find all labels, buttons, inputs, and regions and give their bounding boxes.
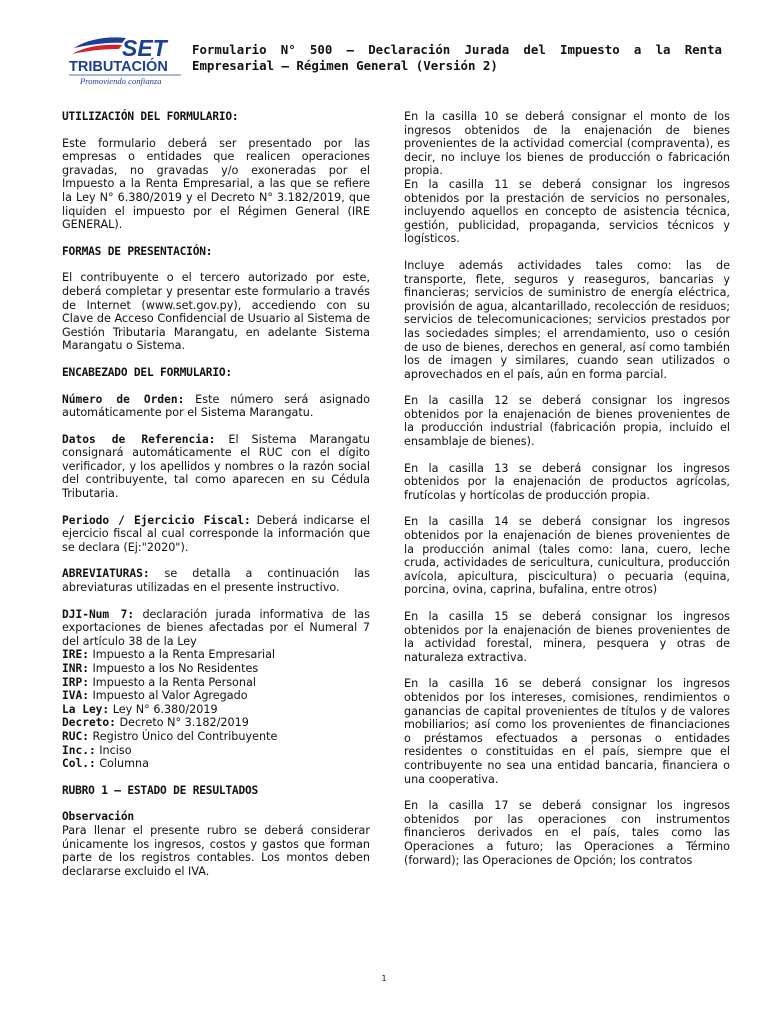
heading-formas: FORMAS DE PRESENTACIÓN: [62,244,213,258]
abbreviation-text: Impuesto a la Renta Personal [88,675,256,689]
abbreviation-text: Impuesto a la Renta Empresarial [88,648,276,662]
periodo-text: Deberá indicarse el ejercicio fiscal al cual corresponde la información que se declara (Ej:"2020"). [62,513,370,554]
logo-swoosh-icon [72,37,126,54]
abbreviation-term: IVA: [62,689,89,703]
heading-observacion: Observación [62,810,134,824]
datos-referencia-term: Datos de Referencia: [62,432,216,446]
abbreviation-text: Inciso [95,743,132,757]
logo-tributacion-text: TRIBUTACIÓN [69,59,168,75]
paragraph-observacion: Para llenar el presente rubro se deberá considerar únicamente los ingresos, costos y gastos que forman parte de los registros contables. Los montos deben declararse excluido el IVA. [62,823,370,878]
abreviaturas-item [62,567,370,594]
periodo-item [62,514,370,555]
dji-text: declaración jurada informativa de las exportaciones de bienes afectadas por el Numeral 7 del artículo 38 de la Ley [62,607,370,648]
abbreviation-term: La Ley: [62,702,110,716]
heading-utilizacion: UTILIZACIÓN DEL FORMULARIO: [62,110,239,123]
abbreviation-item [62,648,370,662]
dji-item [62,608,370,649]
abbreviation-text: Impuesto al Valor Agregado [88,689,248,703]
numero-orden-text: Este número será asignado automáticamente por el Sistema Marangatu. [62,392,370,420]
set-tributacion-logo [66,34,184,92]
dji-term: DJI-Num 7: [62,607,135,621]
abbreviation-term: IRP: [62,675,89,689]
page-number: 1 [381,974,387,983]
paragraph-casilla-13: En la casilla 13 se deberá consignar los ingresos obtenidos por la enajenación de productos agrícolas, frutícolas y hortícolas de producción propia. [404,461,730,502]
abbreviation-item [62,757,370,771]
abbreviation-item [62,689,370,703]
paragraph-utilizacion: Este formulario deberá ser presentado por las empresas o entidades que realicen operaciones gravadas, no gravadas y/o exoneradas por el Impuesto a la Renta Empresarial, a las que se refiere la Ley N° 6.380/2019 y el Decreto N° 3.182/2019, que liquiden el impuesto por el Régimen General (IRE GENERAL). [62,136,370,232]
abbreviation-text: Registro Único del Contribuyente [88,729,278,743]
abbreviation-term: RUC: [62,729,89,743]
abbreviation-item [62,662,370,676]
abbreviation-text: Impuesto a los No Residentes [88,662,259,675]
paragraph-casilla-11: En la casilla 11 se deberá consignar los ingresos obtenidos por la prestación de servicios no personales, incluyendo aquellos en concepto de asistencia técnica, gestión, publicidad, propaganda, servicios técnicos y logísticos. [404,177,730,246]
abbreviation-term: IRE: [62,648,89,662]
numero-orden-item [62,393,370,420]
abbreviation-term: Decreto: [62,716,116,730]
abreviaturas-text: se detalla a continuación las abreviaturas utilizadas en el presente instructivo. [62,567,370,595]
abbreviation-text: Decreto N° 3.182/2019 [115,716,249,730]
paragraph-incluye: Incluye además actividades tales como: las de transporte, flete, seguros y reaseguros, bancarias y financieras; servicios de suministro de energía eléctrica, provisión de agua, alcantarillado, recolección de residuos; servicios de telecomunicaciones; servicios prestados por las sociedades simples; el arrendamiento, uso o cesión de uso de bienes, derechos en general, así como también los de imagen y similares, cuando sean utilizados o aprovechados en el país, aún en forma parcial. [404,258,730,381]
paragraph-casilla-14: En la casilla 14 se deberá consignar los ingresos obtenidos por la enajenación de bienes provenientes de la producción animal (tales como: lana, cuero, leche cruda, actividades de sericultura, cunicultura, producción avícola, apicultura, piscicultura) o pecuaria (equina, porcina, ovina, caprina, bufalina, entre otros) [404,515,730,597]
paragraph-formas: El contribuyente o el tercero autorizado por este, deberá completar y presentar este formulario a través de Internet (www.set.gov.py), accediendo con su Clave de Acceso Confidencial de Usuario al Sistema de Gestión Tributaria Marangatu, en adelante Sistema Marangatu o Sistema. [62,271,370,353]
abbreviation-item [62,730,370,744]
right-column [404,110,730,867]
abbreviation-term: INR: [62,662,89,675]
numero-orden-term: Número de Orden: [62,392,185,406]
paragraph-casilla-17: En la casilla 17 se deberá consignar los ingresos obtenidos por las operaciones con instrumentos financieros derivados en el país, tales como las Operaciones a futuro; las Operaciones a Término (forward); las Operaciones de Opción; los contratos [404,799,730,867]
abbreviation-item [62,744,370,758]
abbreviation-item [62,703,370,717]
abbreviation-term: Col.: [62,757,96,771]
datos-referencia-item [62,433,370,501]
abbreviation-item [62,676,370,690]
abbreviation-item [62,716,370,730]
abreviaturas-term: ABREVIATURAS: [62,567,150,581]
paragraph-casilla-15: En la casilla 15 se deberá consignar los ingresos obtenidos por la enajenación de bienes provenientes de la actividad forestal, minera, pesquera y otras de naturaleza extractiva. [404,610,730,664]
logo-tagline: Promoviendo confianza [80,76,162,86]
abbreviation-list [62,648,370,770]
heading-rubro-1: RUBRO 1 – ESTADO DE RESULTADOS [62,783,259,797]
heading-encabezado: ENCABEZADO DEL FORMULARIO: [62,365,232,379]
logo-set-text: SET [122,35,167,61]
abbreviation-text: Columna [95,757,149,771]
paragraph-casilla-16: En la casilla 16 se deberá consignar los ingresos obtenidos por los intereses, comisiones, rendimientos o ganancias de capital provenientes de títulos y de valores mobiliarios; así como los provenientes de financiaciones o préstamos efectuados a personas o entidades residentes o constituidas en el país, siempre que el contribuyente no sea una entidad bancaria, financiera o una cooperativa. [404,677,730,786]
paragraph-casilla-10: En la casilla 10 se deberá consignar el monto de los ingresos obtenidos de la enajenación de bienes provenientes de la actividad comercial (compraventa), es decir, no incluye los bienes de producción o fabricación propia. [404,110,730,178]
abbreviation-text: Ley N° 6.380/2019 [109,702,218,716]
datos-referencia-text: El Sistema Marangatu consignará automáticamente el RUC con el dígito verificador, y los apellidos y nombres o la razón social del contribuyente, tal como aparecen en su Cédula Tributaria. [62,432,370,501]
abbreviation-term: Inc.: [62,743,96,757]
paragraph-casilla-12: En la casilla 12 se deberá consignar los ingresos obtenidos por la enajenación de bienes provenientes de la producción industrial (fabricación propia, incluido el ensamblaje de bienes). [404,394,730,449]
periodo-term: Periodo / Ejercicio Fiscal: [62,513,251,527]
left-column [62,110,370,878]
document-title: Formulario N° 500 – Declaración Jurada del Impuesto a la Renta Empresarial – Régimen General (Versión 2) [192,42,722,73]
